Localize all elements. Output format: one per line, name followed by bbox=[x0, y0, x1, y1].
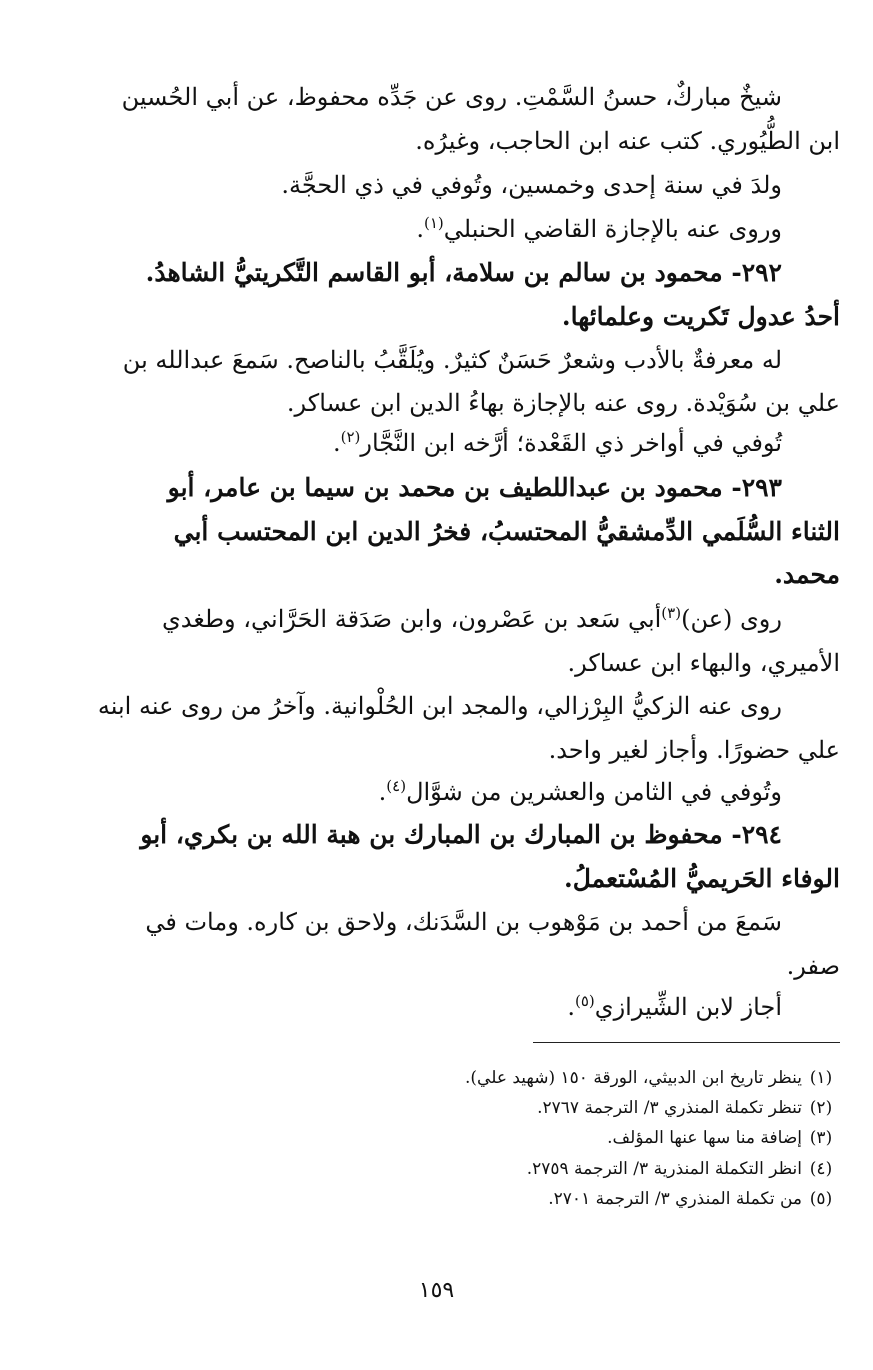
entry-heading: الثناء السُّلَمي الدِّمشقيُّ المحتسبُ، فخرُ الدين ابن المحتسب أبي bbox=[173, 517, 840, 546]
entry-heading: الوفاء الحَريميُّ المُسْتعملُ. bbox=[564, 864, 840, 893]
text-line: سَمعَ من أحمد بن مَوْهوب بن السَّدَنك، ولاحق بن كاره. ومات في bbox=[145, 908, 782, 936]
footnote-separator bbox=[533, 1042, 840, 1043]
text-line: ولدَ في سنة إحدى وخمسين، وتُوفي في ذي الحجَّة. bbox=[281, 171, 782, 199]
footnote: (٣)إضافة منا سها عنها المؤلف. bbox=[607, 1125, 840, 1151]
footnote: (٥)من تكملة المنذري ٣/ الترجمة ٢٧٠١. bbox=[548, 1186, 840, 1212]
page-number: ١٥٩ bbox=[418, 1278, 455, 1303]
text-line: علي حضورًا. وأجاز لغير واحد. bbox=[548, 736, 840, 764]
footnote-ref[interactable]: (٣) bbox=[661, 604, 682, 622]
footnote-number: (٣) bbox=[809, 1128, 833, 1148]
footnote-ref[interactable]: (٥) bbox=[575, 992, 595, 1010]
text-line: أجاز لابن الشِّيرازي$^{(٥)}$. bbox=[567, 992, 782, 1021]
footnote: (١)ينظر تاريخ ابن الدبيثي، الورقة ١٥٠ (شهيد علي). bbox=[465, 1065, 840, 1091]
footnote: (٤)انظر التكملة المنذرية ٣/ الترجمة ٢٧٥٩. bbox=[527, 1156, 840, 1182]
text-line: روى (عن)$^{(٣)}$أبي سَعد بن عَصْرون، وابن صَدَقة الحَرَّاني، وطغدي bbox=[161, 604, 782, 633]
text-line: صفر. bbox=[786, 952, 840, 980]
text-line: ابن الطُّيُوري. كتب عنه ابن الحاجب، وغيرُه. bbox=[415, 127, 840, 155]
footnote-ref[interactable]: (٢) bbox=[340, 428, 361, 446]
text-line: له معرفةٌ بالأدب وشعرٌ حَسَنٌ كثيرٌ. ويُلَقَّبُ بالناصح. سَمعَ عبدالله بن bbox=[122, 346, 782, 374]
footnote-number: (٤) bbox=[809, 1159, 833, 1179]
footnote-number: (٥) bbox=[809, 1189, 833, 1209]
footnote-number: (٢) bbox=[809, 1098, 833, 1118]
text-line: روى عنه الزكيُّ البِرْزالي، والمجد ابن الحُلْوانية. وآخرُ من روى عنه ابنه bbox=[97, 692, 782, 720]
text-line: تُوفي في أواخر ذي القَعْدة؛ أرَّخه ابن النَّجَّار$^{(٢)}$. bbox=[332, 428, 782, 457]
text-line: شيخٌ مباركٌ، حسنُ السَّمْتِ. روى عن جَدِّه محفوظ، عن أبي الحُسين bbox=[121, 83, 782, 111]
footnote-ref[interactable]: (٤) bbox=[386, 777, 407, 795]
entry-heading: ٢٩٤- محفوظ بن المبارك بن المبارك بن هبة الله بن بكري، أبو bbox=[140, 820, 782, 849]
entry-heading: ٢٩٢- محمود بن سالم بن سلامة، أبو القاسم التَّكريتيُّ الشاهدُ. bbox=[145, 258, 782, 287]
text-line: الأميري، والبهاء ابن عساكر. bbox=[567, 649, 840, 677]
entry-heading: ٢٩٣- محمود بن عبداللطيف بن محمد بن سيما بن عامر، أبو bbox=[167, 473, 782, 502]
text-line: وتُوفي في الثامن والعشرين من شوَّال$^{(٤)}$. bbox=[378, 777, 782, 806]
footnote-ref[interactable]: (١) bbox=[424, 214, 444, 232]
entry-heading: أحدُ عدول تَكريت وعلمائها. bbox=[561, 302, 840, 331]
text-line: وروى عنه بالإجازة القاضي الحنبلي$^{(١)}$. bbox=[416, 214, 782, 243]
footnote: (٢)تنظر تكملة المنذري ٣/ الترجمة ٢٧٦٧. bbox=[537, 1095, 840, 1121]
entry-heading: محمد. bbox=[774, 560, 840, 589]
text-line: علي بن سُوَيْدة. روى عنه بالإجازة بهاءُ الدين ابن عساكر. bbox=[286, 389, 840, 417]
footnote-number: (١) bbox=[809, 1068, 833, 1088]
